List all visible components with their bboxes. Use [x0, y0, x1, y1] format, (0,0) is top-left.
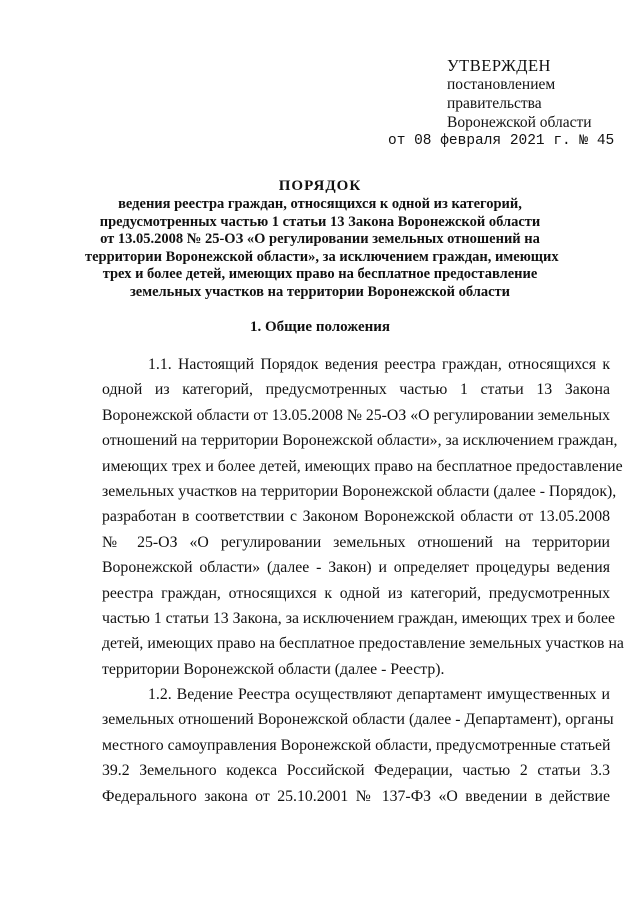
- approval-line-2: правительства: [447, 95, 542, 112]
- paragraph-1-line: отношений на территории Воронежской области», за исключением граждан,: [102, 432, 618, 450]
- paragraph-1-line: разработан в соответствии с Законом Воронежской области от 13.05.2008: [102, 508, 610, 526]
- paragraph-1-line: реестра граждан, относящихся к одной из категорий, предусмотренных: [102, 584, 610, 602]
- approval-line-1: постановлением: [447, 76, 556, 93]
- approval-date: от 08 февраля 2021 г. № 45: [388, 133, 615, 149]
- paragraph-2-line: 39.2 Земельного кодекса Российской Федерации, частью 2 статьи 3.3: [102, 762, 610, 780]
- subtitle-line: от 13.05.2008 № 25-ОЗ «О регулировании земельных отношений на: [100, 231, 540, 247]
- paragraph-1-line: имеющих трех и более детей, имеющих право на бесплатное предоставление: [102, 457, 623, 475]
- document-title: ПОРЯДОК: [278, 178, 362, 194]
- subtitle-line: ведения реестра граждан, относящихся к одной из категорий,: [118, 196, 522, 212]
- approval-approved: УТВЕРЖДЕН: [447, 56, 551, 75]
- paragraph-1-line: частью 1 статьи 13 Закона, за исключением граждан, имеющих трех и более: [102, 609, 616, 627]
- approval-stamp: [447, 56, 627, 132]
- subtitle-line: территории Воронежской области», за исключением граждан, имеющих: [85, 248, 559, 265]
- paragraph-2-line: Федерального закона от 25.10.2001 № 137-ФЗ «О введении в действие: [102, 787, 610, 805]
- paragraph-2-line: местного самоуправления Воронежской области, предусмотренные статьей: [102, 736, 611, 754]
- paragraph-1-line: № 25-ОЗ «О регулировании земельных отношений на территории: [102, 533, 610, 551]
- section-heading: 1. Общие положения: [249, 319, 391, 335]
- paragraph-1-line: земельных участков на территории Воронежской области (далее - Порядок),: [102, 482, 617, 500]
- document-subtitle: [85, 196, 559, 301]
- subtitle-line: трех и более детей, имеющих право на бесплатное предоставление: [102, 266, 538, 282]
- approval-line-3: Воронежской области: [447, 114, 592, 131]
- paragraph-2-line: земельных отношений Воронежской области (далее - Департамент), органы: [102, 711, 614, 729]
- document-body: [102, 352, 624, 809]
- subtitle-line: предусмотренных частью 1 статьи 13 Закона Воронежской области: [99, 213, 541, 230]
- paragraph-1-line: Воронежской области» (далее - Закон) и определяет процедуры ведения: [102, 559, 610, 577]
- paragraph-1-line: одной из категорий, предусмотренных частью 1 статьи 13 Закона: [102, 381, 610, 399]
- paragraph-1-line: территории Воронежской области (далее - Реестр).: [102, 660, 445, 678]
- paragraph-1-line: Воронежской области от 13.05.2008 № 25-ОЗ «О регулировании земельных: [102, 406, 611, 424]
- subtitle-line: земельных участков на территории Воронежской области: [129, 283, 511, 300]
- paragraph-2-line: 1.2. Ведение Реестра осуществляют департамент имущественных и: [148, 686, 610, 704]
- paragraph-1-line: детей, имеющих право на бесплатное предоставление земельных участков на: [102, 635, 624, 653]
- paragraph-1-line: 1.1. Настоящий Порядок ведения реестра граждан, относящихся к: [148, 356, 610, 373]
